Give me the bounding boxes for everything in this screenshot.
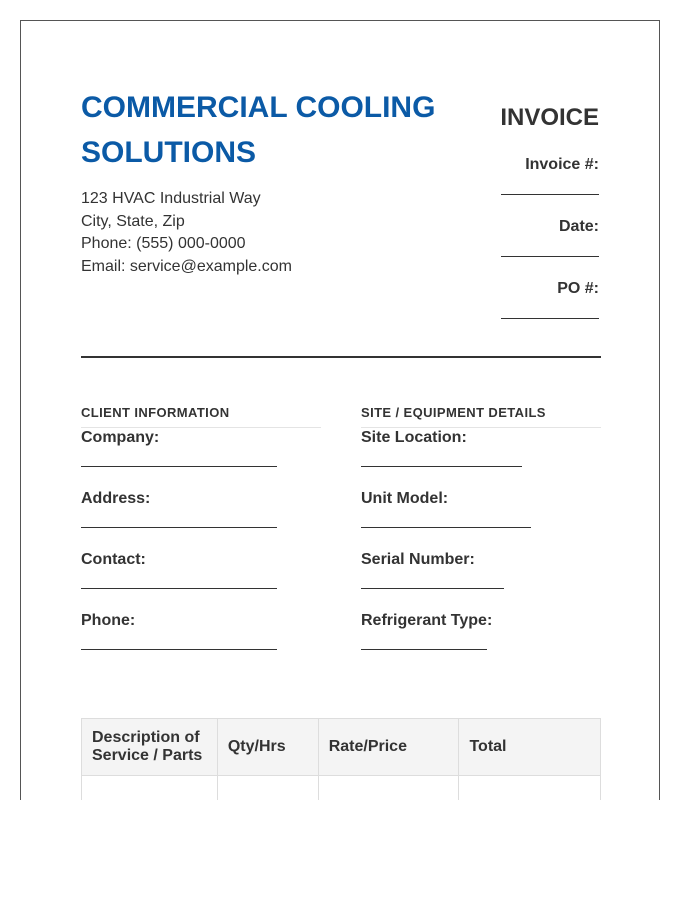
header-divider xyxy=(81,356,601,358)
site-field-location xyxy=(361,428,601,489)
phone-input-line[interactable] xyxy=(81,649,277,650)
table-cell[interactable] xyxy=(318,776,459,801)
site-field-refrigerant-type xyxy=(361,611,601,672)
invoice-number-line[interactable] xyxy=(501,194,599,195)
field-label: Phone: xyxy=(81,612,136,629)
meta-label: PO #: xyxy=(557,280,599,297)
table-cell[interactable] xyxy=(459,776,601,801)
invoice-title: INVOICE xyxy=(500,104,599,131)
header-qty-hrs: Qty/Hrs xyxy=(217,719,318,776)
address-street: 123 HVAC Industrial Way xyxy=(81,190,261,207)
serial-number-input-line[interactable] xyxy=(361,588,504,589)
date-line[interactable] xyxy=(501,256,599,257)
header-description: Description of Service / Parts xyxy=(82,719,218,776)
refrigerant-type-input-line[interactable] xyxy=(361,649,487,650)
site-equipment-section xyxy=(361,405,601,672)
address-phone: Phone: (555) 000-0000 xyxy=(81,235,246,252)
table-row xyxy=(82,776,601,801)
header-rate-price: Rate/Price xyxy=(318,719,459,776)
address-city: City, State, Zip xyxy=(81,212,185,230)
meta-date xyxy=(449,217,599,257)
field-label: Serial Number: xyxy=(361,551,475,568)
site-location-input-line[interactable] xyxy=(361,466,522,467)
table-cell[interactable] xyxy=(82,776,218,801)
field-label: Company: xyxy=(81,429,160,446)
po-number-line[interactable] xyxy=(501,318,599,319)
table-header-row xyxy=(82,719,601,776)
table-cell[interactable] xyxy=(217,776,318,801)
site-field-serial-number xyxy=(361,550,601,611)
client-information-section xyxy=(81,405,321,672)
meta-po-number xyxy=(449,279,599,319)
meta-invoice-number xyxy=(449,155,599,195)
meta-label: Date: xyxy=(558,218,599,235)
header-total: Total xyxy=(459,719,601,776)
field-label: Address: xyxy=(81,490,151,507)
invoice-page xyxy=(20,20,660,800)
site-section-title: SITE / EQUIPMENT DETAILS xyxy=(361,405,601,428)
company-input-line[interactable] xyxy=(81,466,277,467)
meta-label: Invoice #: xyxy=(525,156,599,173)
client-field-contact xyxy=(81,550,321,611)
field-label: Contact: xyxy=(81,551,146,568)
client-field-company xyxy=(81,428,321,489)
company-name: COMMERCIAL COOLING SOLUTIONS xyxy=(81,91,436,169)
company-address xyxy=(81,188,292,278)
contact-input-line[interactable] xyxy=(81,588,277,589)
field-label: Unit Model: xyxy=(361,490,449,507)
field-label: Refrigerant Type: xyxy=(361,612,493,629)
unit-model-input-line[interactable] xyxy=(361,527,531,528)
address-email: Email: service@example.com xyxy=(81,257,292,275)
client-field-address xyxy=(81,489,321,550)
invoice-meta xyxy=(449,103,599,319)
address-input-line[interactable] xyxy=(81,527,277,528)
client-section-title: CLIENT INFORMATION xyxy=(81,405,321,428)
field-label: Site Location: xyxy=(361,429,467,446)
site-field-unit-model xyxy=(361,489,601,550)
service-items-table xyxy=(81,718,601,800)
client-field-phone xyxy=(81,611,321,672)
